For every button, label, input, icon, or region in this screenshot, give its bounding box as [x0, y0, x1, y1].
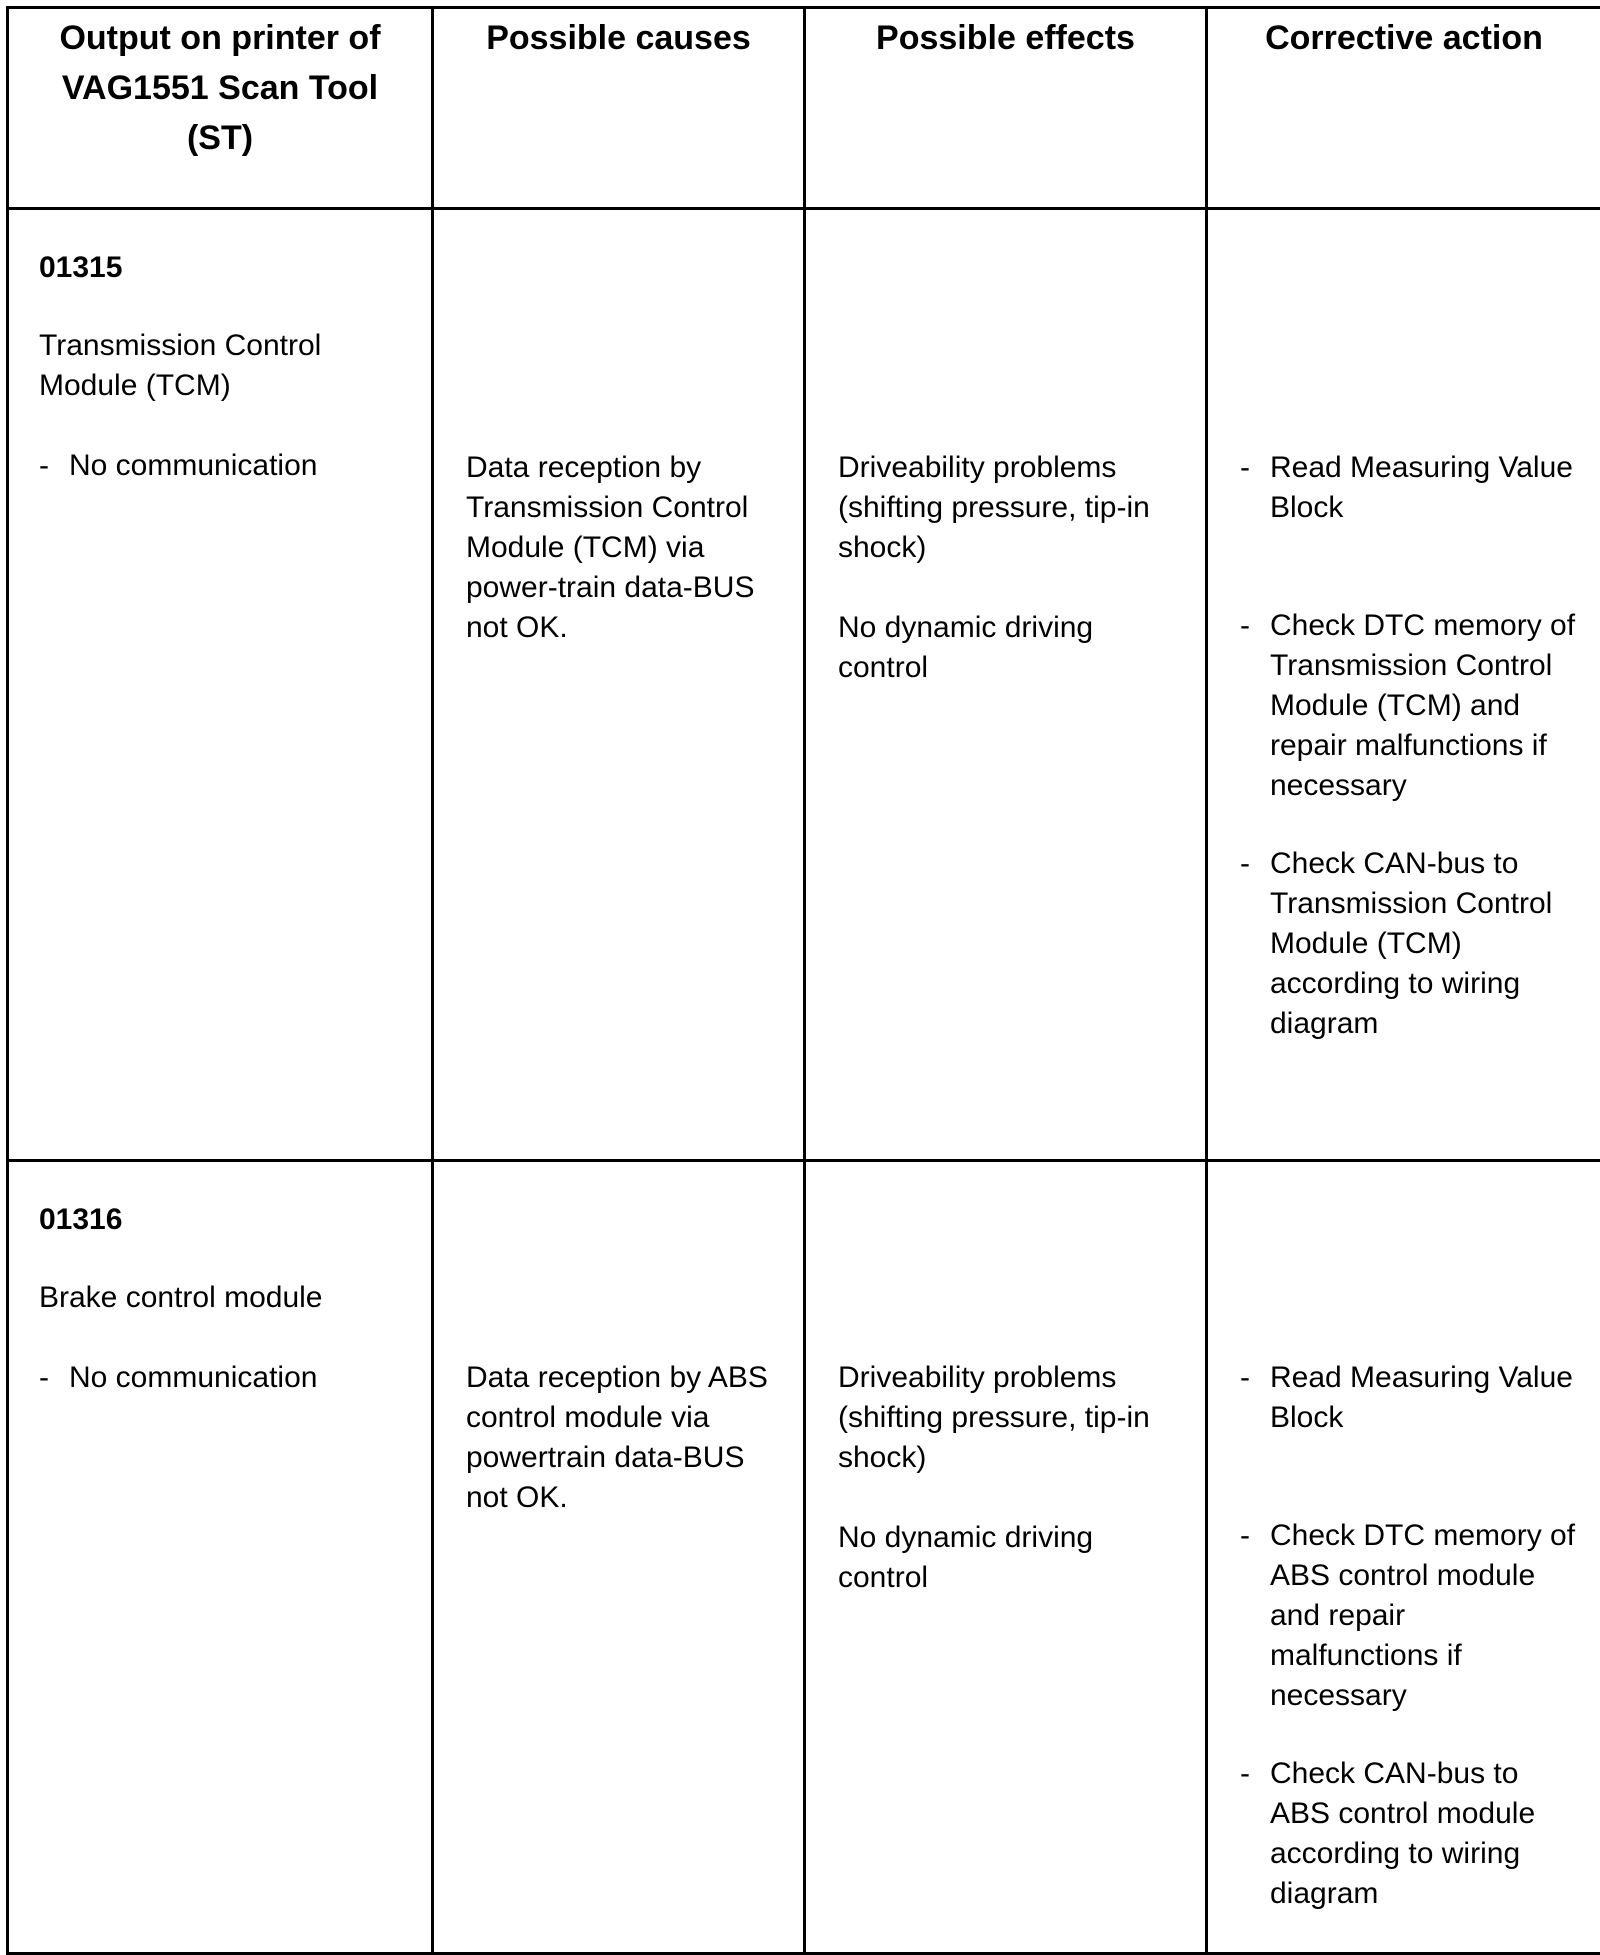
header-effects: Possible effects: [805, 8, 1207, 209]
dash-marker: -: [1240, 606, 1250, 646]
header-causes: Possible causes: [433, 8, 805, 209]
dash-marker: -: [39, 446, 49, 486]
action-text: Check CAN-bus to Transmission Control Module (TCM) according to wiring diagram: [1270, 847, 1552, 1040]
table-row: [8, 209, 1600, 1161]
output-cell: [8, 1161, 433, 1954]
fault-item: [39, 446, 411, 486]
action-text: Check DTC memory of ABS control module and repair malfunctions if necessary: [1270, 1519, 1575, 1712]
header-output: Output on printer of VAG1551 Scan Tool (ST): [8, 8, 433, 209]
dash-marker: -: [1240, 1754, 1250, 1794]
dtc-code: 01315: [39, 248, 411, 288]
cause-cell: [433, 209, 805, 1161]
header-action: Corrective action: [1207, 8, 1600, 209]
dash-marker: -: [1240, 1516, 1250, 1556]
fault-item: [39, 1358, 411, 1398]
action-item: [1240, 1358, 1580, 1438]
fault-text: No communication: [69, 449, 317, 482]
dash-marker: -: [39, 1358, 49, 1398]
dash-marker: -: [1240, 844, 1250, 884]
cause-text: Data reception by ABS control module via powertrain data-BUS not OK.: [434, 1162, 803, 1518]
cause-text: Data reception by Transmission Control Module (TCM) via power-train data-BUS not OK.: [434, 210, 803, 648]
effect-item: No dynamic driving control: [838, 608, 1185, 688]
action-text: Read Measuring Value Block: [1270, 1361, 1573, 1434]
module-name: Transmission Control Module (TCM): [39, 326, 411, 406]
effect-item: No dynamic driving control: [838, 1518, 1185, 1598]
effects-cell: [805, 209, 1207, 1161]
output-cell: [8, 209, 433, 1161]
dtc-code: 01316: [39, 1200, 411, 1240]
effect-item: Driveability problems (shifting pressure, tip-in shock): [838, 1358, 1185, 1478]
dash-marker: -: [1240, 1358, 1250, 1398]
cause-cell: [433, 1161, 805, 1954]
effect-item: Driveability problems (shifting pressure, tip-in shock): [838, 448, 1185, 568]
action-text: Read Measuring Value Block: [1270, 451, 1573, 524]
module-name: Brake control module: [39, 1278, 411, 1318]
action-text: Check CAN-bus to ABS control module according to wiring diagram: [1270, 1757, 1535, 1910]
action-item: [1240, 844, 1580, 1044]
action-item: [1240, 448, 1580, 528]
action-item: [1240, 1754, 1580, 1914]
dtc-table: [6, 6, 1600, 1955]
effects-cell: [805, 1161, 1207, 1954]
action-item: [1240, 1516, 1580, 1716]
action-item: [1240, 606, 1580, 806]
fault-text: No communication: [69, 1361, 317, 1394]
action-text: Check DTC memory of Transmission Control Module (TCM) and repair malfunctions if necessary: [1270, 609, 1575, 802]
dash-marker: -: [1240, 448, 1250, 488]
table-row: [8, 1161, 1600, 1954]
action-cell: [1207, 209, 1600, 1161]
header-row: [8, 8, 1600, 209]
action-cell: [1207, 1161, 1600, 1954]
